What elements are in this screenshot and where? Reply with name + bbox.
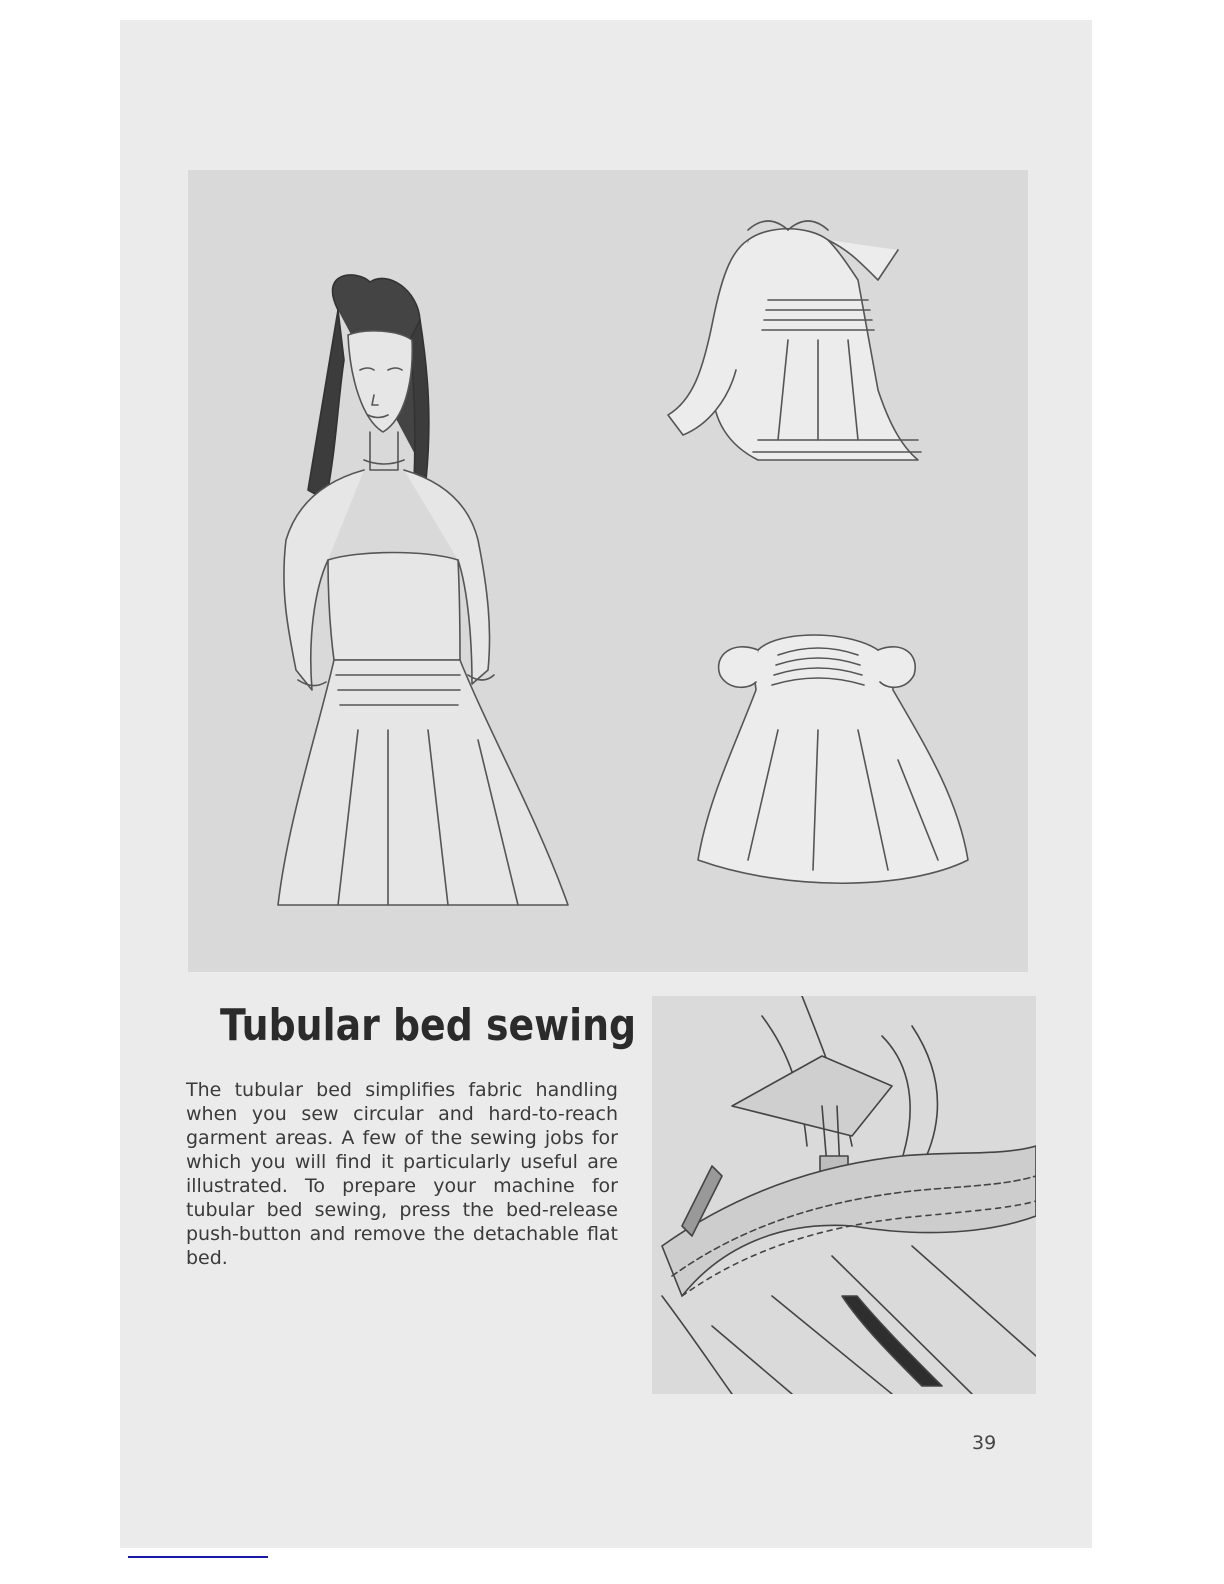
manual-page (120, 20, 1092, 1548)
footer-rule (128, 1556, 268, 1558)
girl-in-dress-illustration (278, 275, 568, 905)
smocked-long-sleeve-dress-illustration (668, 221, 921, 460)
smocked-puff-sleeve-dress-illustration (698, 635, 968, 883)
sewing-machine-illustration-panel (652, 996, 1036, 1394)
body-paragraph: The tubular bed simplifies fabric handling when you sew circular and hard-to-reach garment areas. A few of the sewing jobs for which you will find it particularly useful are illustrated. To prepare your machine for tubular bed sewing, press the bed-release push-button and remove the detachable flat bed. (186, 1079, 618, 1269)
garment-illustration-plate (188, 170, 1028, 972)
page-title: Tubular bed sewing (220, 1000, 637, 1051)
garment-illustrations (188, 170, 1028, 972)
page-number: 39 (972, 1432, 997, 1454)
sewing-machine-tubular-bed-illustration (652, 996, 1036, 1394)
